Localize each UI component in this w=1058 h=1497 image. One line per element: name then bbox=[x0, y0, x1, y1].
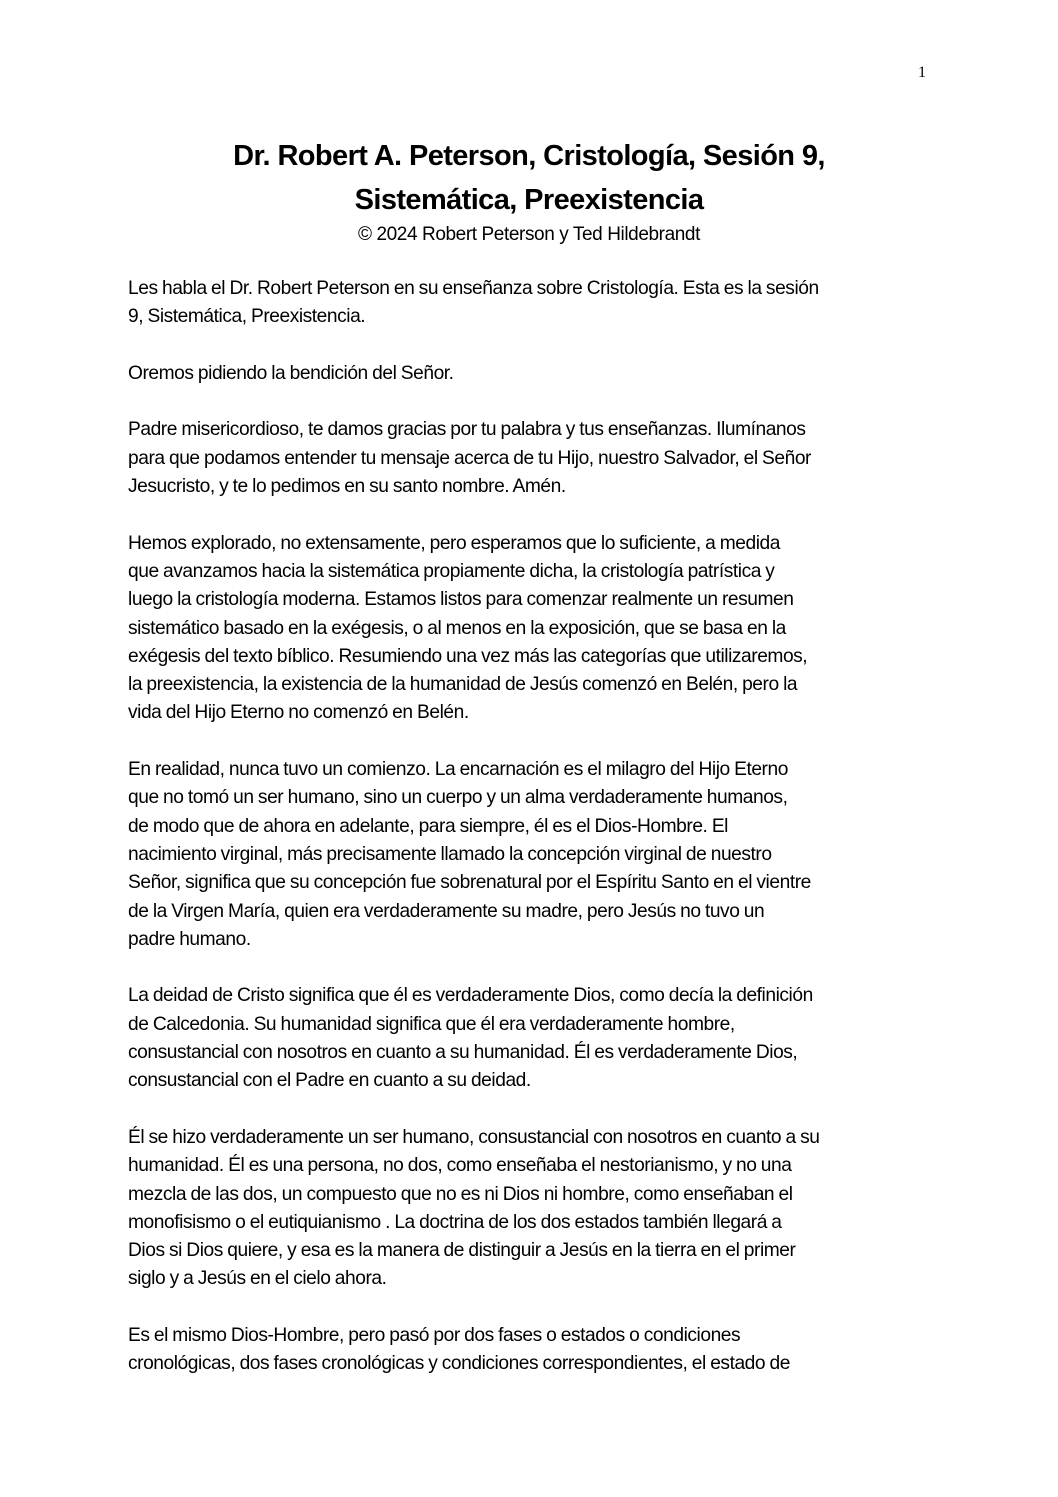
text-line: Él se hizo verdaderamente un ser humano, consustancial con nosotros en cuanto a su bbox=[128, 1126, 820, 1148]
text-line: sistemático basado en la exégesis, o al menos en la exposición, que se basa en la bbox=[128, 617, 786, 639]
paragraph-deity bbox=[128, 982, 940, 1095]
text-line: nacimiento virginal, más precisamente llamado la concepción virginal de nuestro bbox=[128, 843, 772, 865]
text-line: que avanzamos hacia la sistemática propiamente dicha, la cristología patrística y bbox=[128, 560, 775, 582]
text-line: la preexistencia, la existencia de la humanidad de Jesús comenzó en Belén, pero la bbox=[128, 674, 798, 696]
paragraph-incarnation bbox=[128, 756, 940, 954]
document-body bbox=[128, 275, 940, 1407]
paragraph-two-states bbox=[128, 1322, 940, 1379]
text-line: padre humano. bbox=[128, 928, 251, 950]
text-line: Hemos explorado, no extensamente, pero esperamos que lo suficiente, a medida bbox=[128, 532, 780, 554]
text-line: cronológicas, dos fases cronológicas y condiciones correspondientes, el estado de bbox=[128, 1353, 790, 1375]
paragraph-intro bbox=[128, 275, 940, 332]
text-line: para que podamos entender tu mensaje acerca de tu Hijo, nuestro Salvador, el Señor bbox=[128, 447, 811, 469]
copyright-notice: © 2024 Robert Peterson y Ted Hildebrandt bbox=[358, 224, 700, 245]
text-line: mezcla de las dos, un compuesto que no es ni Dios ni hombre, como enseñaban el bbox=[128, 1183, 793, 1205]
text-line: exégesis del texto bíblico. Resumiendo una vez más las categorías que utilizaremos, bbox=[128, 645, 808, 667]
text-line: Oremos pidiendo la bendición del Señor. bbox=[128, 362, 454, 384]
text-line: vida del Hijo Eterno no comenzó en Belén. bbox=[128, 702, 469, 724]
text-line: Es el mismo Dios-Hombre, pero pasó por dos fases o estados o condiciones bbox=[128, 1324, 741, 1346]
text-line: 9, Sistemática, Preexistencia. bbox=[128, 306, 366, 328]
text-line: En realidad, nunca tuvo un comienzo. La encarnación es el milagro del Hijo Eterno bbox=[128, 759, 788, 781]
text-line: de Calcedonia. Su humanidad significa que él era verdaderamente hombre, bbox=[128, 1013, 735, 1035]
text-line: monofisismo o el eutiquianismo . La doctrina de los dos estados también llegará a bbox=[128, 1211, 782, 1233]
paragraph-overview bbox=[128, 530, 940, 728]
title-line-1: Dr. Robert A. Peterson, Cristología, Sesión 9, bbox=[233, 140, 825, 172]
text-line: Les habla el Dr. Robert Peterson en su enseñanza sobre Cristología. Esta es la sesión bbox=[128, 278, 819, 299]
paragraph-prayer-call bbox=[128, 360, 940, 388]
text-line: consustancial con nosotros en cuanto a su humanidad. Él es verdaderamente Dios, bbox=[128, 1042, 798, 1064]
text-line: Jesucristo, y te lo pedimos en su santo nombre. Amén. bbox=[128, 476, 566, 498]
text-line: Dios si Dios quiere, y esa es la manera de distinguir a Jesús en la tierra en el primer bbox=[128, 1240, 796, 1262]
text-line: siglo y a Jesús en el cielo ahora. bbox=[128, 1268, 387, 1290]
title-line-2: Sistemática, Preexistencia bbox=[354, 184, 704, 216]
text-line: consustancial con el Padre en cuanto a su deidad. bbox=[128, 1070, 531, 1092]
page-number: 1 bbox=[918, 64, 926, 81]
paragraph-humanity bbox=[128, 1124, 940, 1294]
text-line: Padre misericordioso, te damos gracias por tu palabra y tus enseñanzas. Ilumínanos bbox=[128, 419, 806, 441]
text-line: de modo que de ahora en adelante, para siempre, él es el Dios-Hombre. El bbox=[128, 815, 728, 837]
document-title bbox=[0, 134, 1058, 222]
paragraph-prayer bbox=[128, 416, 940, 501]
text-line: Señor, significa que su concepción fue sobrenatural por el Espíritu Santo en el vientre bbox=[128, 872, 811, 894]
text-line: La deidad de Cristo significa que él es verdaderamente Dios, como decía la definición bbox=[128, 985, 813, 1007]
text-line: de la Virgen María, quien era verdaderamente su madre, pero Jesús no tuvo un bbox=[128, 900, 765, 922]
text-line: que no tomó un ser humano, sino un cuerpo y un alma verdaderamente humanos, bbox=[128, 787, 788, 809]
text-line: humanidad. Él es una persona, no dos, como enseñaba el nestorianismo, y no una bbox=[128, 1155, 792, 1177]
text-line: luego la cristología moderna. Estamos listos para comenzar realmente un resumen bbox=[128, 589, 794, 611]
